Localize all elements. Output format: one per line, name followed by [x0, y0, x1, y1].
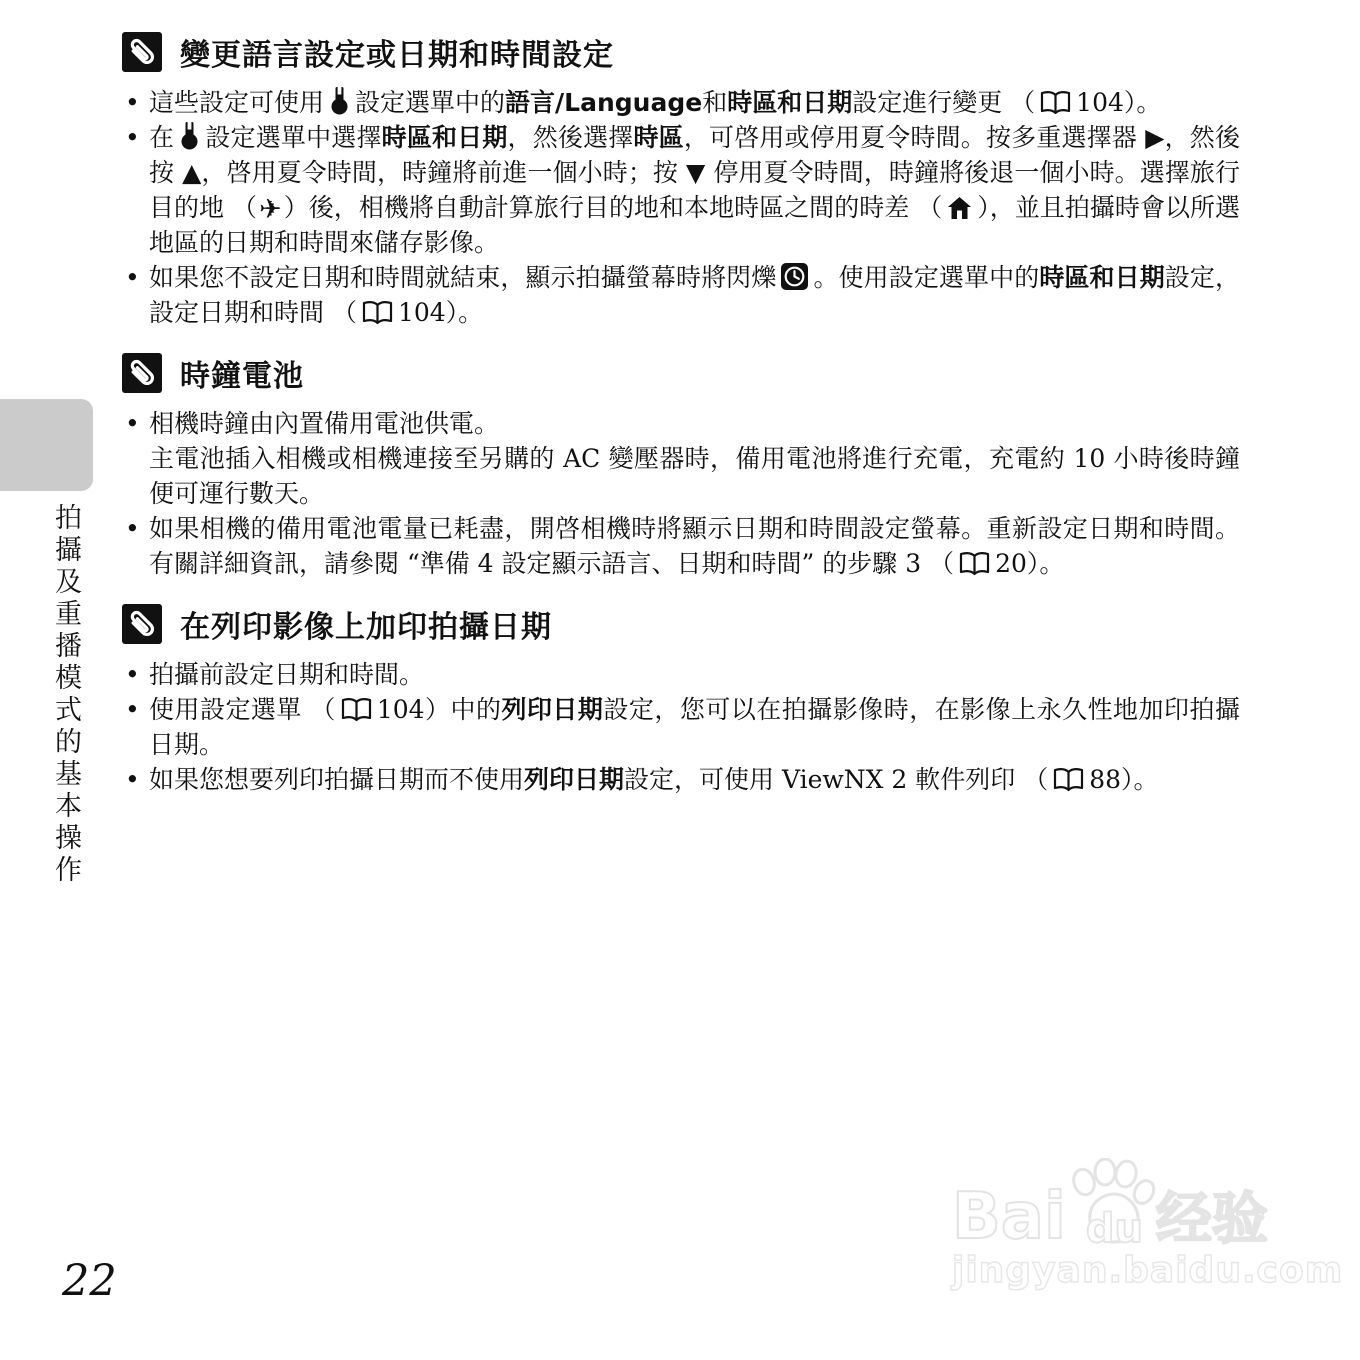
bullet-item [122, 260, 1240, 330]
text-run: 在 [149, 123, 175, 152]
bullet-item [122, 406, 1240, 511]
book-reference-icon [1040, 90, 1071, 115]
bold-run: 時區 [633, 123, 684, 152]
text-run: 104）。 [397, 298, 484, 327]
text-run: 104）。 [1076, 88, 1162, 117]
bold-run: 語言/Language [505, 88, 703, 117]
text-run: 如果您想要列印拍攝日期而不使用 [149, 765, 525, 794]
text-run: 如果您不設定日期和時間就結束，顯示拍攝螢幕時將閃爍 [149, 263, 777, 292]
bullet-item [122, 85, 1240, 120]
section-clock-battery [122, 351, 1240, 581]
text-run: ）後，相機將自動計算旅行目的地和本地時區之間的時差 （ [283, 193, 943, 222]
text-run: 使用設定選單 （ [149, 695, 336, 724]
text-run: 設定進行變更 （ [852, 88, 1036, 117]
book-reference-icon [1053, 767, 1084, 792]
book-reference-icon [362, 300, 393, 325]
text-run: 設定選單中選擇 [205, 123, 382, 152]
section-header [122, 30, 1240, 74]
book-reference-icon [341, 697, 372, 722]
text-run: 和 [702, 88, 728, 117]
baidu-text-suffix: du [1085, 1206, 1144, 1252]
baidu-paw-icon [1062, 1158, 1158, 1254]
chapter-tab-label: 拍攝及重播模式的基本操作 [50, 503, 81, 887]
text-run: 設定，您可以在拍攝影像時，在影像上永久性地加印拍攝日期。 [149, 695, 1240, 759]
text-run: 設定，設定日期和時間 （ [149, 263, 1240, 327]
setup-wrench-icon [179, 121, 200, 150]
bold-run: 列印日期 [524, 765, 625, 794]
section-title: 時鐘電池 [180, 359, 304, 394]
section-header [122, 351, 1240, 395]
chapter-tab [0, 399, 93, 491]
paperclip-note-icon [122, 604, 162, 644]
bullet-list [122, 657, 1240, 797]
jingyan-cn-text: 经验 [1155, 1187, 1268, 1252]
bold-run: 列印日期 [501, 695, 604, 724]
text-run: 如果相機的備用電池電量已耗盡，開啓相機時將顯示日期和時間設定螢幕。重新設定日期和時間。有關詳細資訊，請參閱 “準備 4 設定顯示語言、日期和時間” 的步驟 3 （ [149, 514, 1240, 578]
paperclip-note-icon [122, 32, 162, 72]
text-run: ，然後選擇 [507, 123, 634, 152]
bold-run: 時區和日期 [1039, 263, 1165, 292]
bullet-list [122, 85, 1240, 330]
watermark-logo-row [952, 1158, 1297, 1255]
bold-run: 時區和日期 [381, 123, 508, 152]
bullet-item [122, 657, 1240, 692]
setup-wrench-icon [329, 86, 350, 115]
section-title: 變更語言設定或日期和時間設定 [180, 38, 614, 73]
text-run: ，可啓用或停用夏令時間。按多重選擇器 ▶，然後按 ▲，啓用夏令時間，時鐘將前進一個小時；按 ▼ 停用夏令時間，時鐘將後退一個小時。選擇旅行目的地 （ [149, 123, 1240, 222]
text-run: 相機時鐘由內置備用電池供電。 [149, 409, 500, 438]
text-run: 104）中的 [376, 695, 502, 724]
bullet-item [122, 120, 1240, 260]
home-icon [947, 196, 972, 220]
book-reference-icon [959, 551, 990, 576]
bullet-item [122, 762, 1240, 797]
page-number: 22 [62, 1256, 117, 1306]
section-language-date-settings [122, 30, 1240, 330]
page-content [122, 30, 1240, 818]
watermark-url: jingyan.baidu.com [952, 1250, 1344, 1291]
clock-blink-icon [781, 263, 808, 290]
baidu-jingyan-watermark [952, 1158, 1344, 1291]
airplane-icon: ✈ [259, 194, 282, 225]
text-run: 主電池插入相機或相機連接至另購的 AC 變壓器時，備用電池將進行充電，充電約 10 小時後時鐘便可運行數天。 [149, 444, 1240, 508]
paperclip-note-icon [122, 353, 162, 393]
bullet-item [122, 511, 1240, 581]
text-run: 20）。 [995, 549, 1065, 578]
section-date-imprint [122, 602, 1240, 797]
text-run: ），並且拍攝時會以所選地區的日期和時間來儲存影像。 [149, 193, 1241, 257]
text-run: 這些設定可使用 [149, 88, 325, 117]
bullet-list [122, 406, 1240, 581]
text-run: 88）。 [1089, 765, 1159, 794]
text-run: 設定，可使用 ViewNX 2 軟件列印 （ [624, 765, 1049, 794]
section-header [122, 602, 1240, 646]
bold-run: 時區和日期 [727, 88, 853, 117]
text-run: 設定選單中的 [355, 88, 506, 117]
text-run: 。使用設定選單中的 [813, 263, 1040, 292]
text-run: 拍攝前設定日期和時間。 [149, 660, 425, 689]
section-title: 在列印影像上加印拍攝日期 [180, 610, 552, 645]
baidu-text-prefix: Bai [952, 1180, 1066, 1255]
bullet-item [122, 692, 1240, 762]
